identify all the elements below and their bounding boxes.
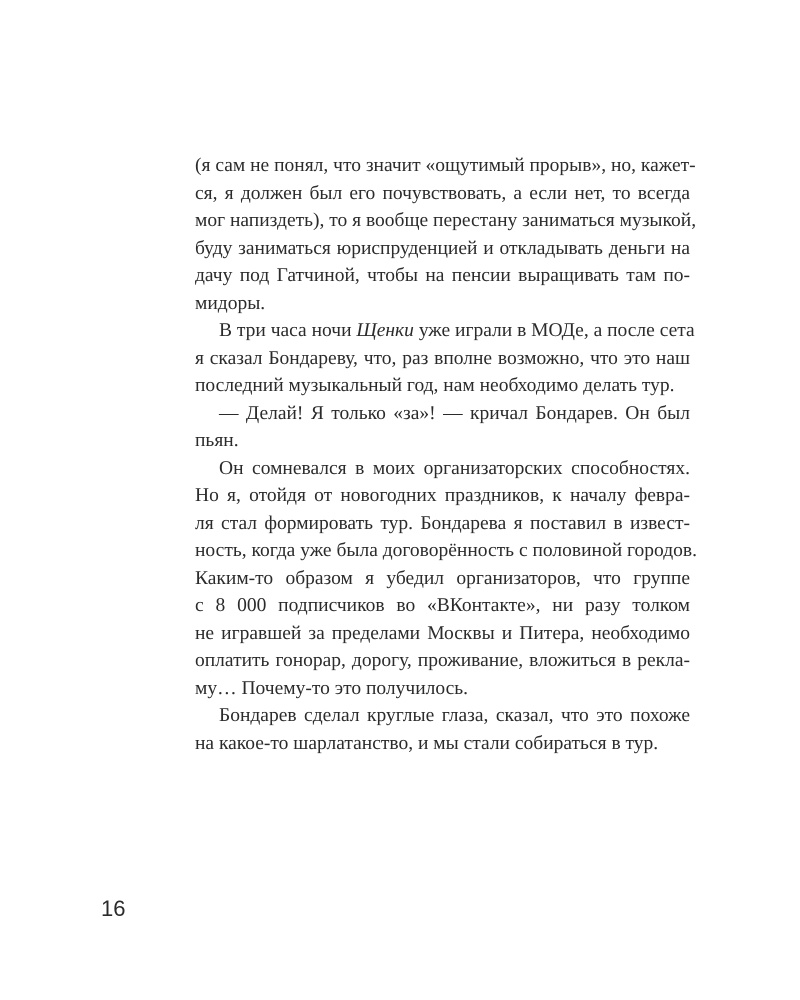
text-line: (я сам не понял, что значит «ощутимый прорыв», но, кажет- [195, 155, 696, 176]
text-line: буду заниматься юриспруденцией и откладывать деньги на [195, 237, 690, 259]
text-line: я сказал Бондареву, что, раз вполне возможно, что это наш [195, 347, 690, 369]
text-line: ся, я должен был его почувствовать, а если нет, то всегда [195, 182, 690, 204]
paragraph-3 [195, 400, 690, 455]
text-line: на какое-то шарлатанство, и мы стали собираться в тур. [195, 732, 659, 754]
text-line: мог напиздеть), то я вообще перестану заниматься музыкой, [195, 210, 697, 231]
text-line: Каким-то образом я убедил организаторов, что группе [195, 567, 690, 589]
body-text [195, 152, 697, 757]
text-line: ность, когда уже была договорённость с половиной городов. [195, 540, 697, 561]
band-name-italic: Щенки [356, 320, 414, 341]
page-number: 16 [101, 896, 126, 921]
text-line: дачу под Гатчиной, чтобы на пенсии выращивать там по- [195, 265, 690, 286]
text-line: Но я, отойдя от новогодних праздников, к началу февра- [195, 485, 690, 506]
text-line: му… Почему-то это получилось. [195, 677, 469, 699]
text-run: В три часа ночи [219, 320, 357, 341]
paragraph-1 [195, 152, 697, 317]
text-line: Он сомневался в моих организаторских способностях. [219, 457, 690, 479]
text-line: последний музыкальный год, нам необходимо делать тур. [195, 375, 675, 396]
paragraph-2 [195, 317, 695, 400]
text-line: пьян. [195, 430, 239, 451]
text-line: оплатить гонорар, дорогу, проживание, вложиться в рекла- [195, 650, 690, 671]
text-line: не игравшей за пределами Москвы и Питера, необходимо [195, 622, 690, 644]
text-line: — Делай! Я только «за»! — кричал Бондарев. Он был [219, 402, 690, 424]
text-line: с 8 000 подписчиков во «ВКонтакте», ни разу толком [195, 595, 690, 616]
text-line: ля стал формировать тур. Бондарева я поставил в извест- [195, 512, 690, 534]
text-run: уже играли в МОДе, а после сета [413, 320, 695, 341]
text-line [195, 317, 695, 345]
text-line: Бондарев сделал круглые глаза, сказал, что это похоже [219, 705, 690, 726]
paragraph-5 [195, 702, 690, 757]
paragraph-4 [195, 455, 697, 703]
text-line: мидоры. [195, 292, 266, 314]
